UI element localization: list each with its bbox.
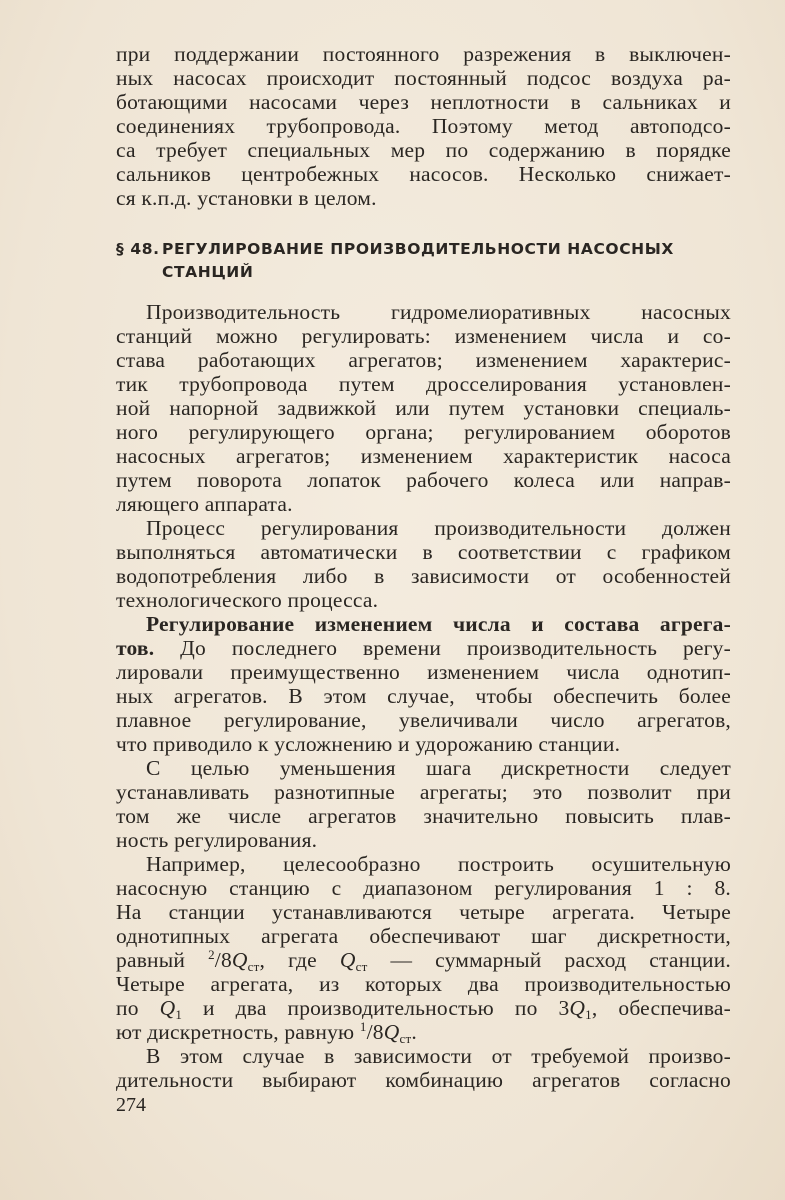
text-line: плавное регулирование, увеличивали число агрегатов, [116, 708, 731, 732]
text-line: ботающими насосами через неплотности в сальниках и [116, 90, 731, 114]
text-line: сальников центробежных насосов. Несколько снижает- [116, 162, 731, 186]
text-line: са требует специальных мер по содержанию в порядке [116, 138, 731, 162]
text-line: устанавливать разнотипные агрегаты; это позволит при [116, 780, 731, 804]
text-run: — суммарный расход станции. [367, 948, 731, 972]
text-line: однотипных агрегата обеспечивают шаг дискретности, [116, 924, 731, 948]
subscript: ст [247, 959, 260, 974]
text-line: водопотребления либо в зависимости от особенностей [116, 564, 731, 588]
fraction-numerator: 2 [208, 947, 215, 962]
subscript: 1 [585, 1007, 592, 1022]
text-line: ность регулирования. [116, 828, 318, 852]
text-line: На станции устанавливаются четыре агрегата. Четыре [116, 900, 731, 924]
text-line: ляющего аппарата. [116, 492, 293, 516]
fraction-numerator: 1 [359, 1019, 367, 1034]
run-in-heading-end: тов. [116, 636, 155, 660]
flow-symbol: Q [231, 948, 248, 972]
text-line: Производительность гидромелиоративных насосных [146, 300, 731, 324]
section-title-line2: СТАНЦИЙ [162, 263, 254, 281]
text-line [116, 948, 731, 972]
text-run: и два производительностью по 3 [182, 996, 570, 1020]
text-line: дительности выбирают комбинацию агрегатов согласно [116, 1068, 731, 1092]
flow-symbol: Q [339, 948, 356, 972]
text-line: Процесс регулирования производительности должен [146, 516, 731, 540]
text-line: путем поворота лопаток рабочего колеса или направ- [116, 468, 731, 492]
text-line: ного регулирующего органа; регулированием оборотов [116, 420, 731, 444]
section-title-line1: РЕГУЛИРОВАНИЕ ПРОИЗВОДИТЕЛЬНОСТИ НАСОСНЫХ [162, 240, 674, 258]
page-number: 274 [116, 1094, 146, 1116]
section-number: § 48. [116, 240, 160, 258]
text-line: технологического процесса. [116, 588, 379, 612]
text-run: по [116, 996, 160, 1020]
fraction-denominator: /8 [214, 948, 232, 972]
text-line: ной напорной задвижкой или путем установки специаль- [116, 396, 731, 420]
text-line [116, 636, 731, 660]
text-run: . [411, 1020, 417, 1044]
text-line: Например, целесообразно построить осушительную [146, 852, 731, 876]
text-line: насосных агрегатов; изменением характеристик насоса [116, 444, 731, 468]
text-run: , где [259, 948, 340, 972]
text-line: ных насосах происходит постоянный подсос воздуха ра- [116, 66, 731, 90]
text-line: что приводило к усложнению и удорожанию станции. [116, 732, 621, 756]
text-line: том же числе агрегатов значительно повысить плав- [116, 804, 731, 828]
text-run: ют дискретность, равную [116, 1020, 360, 1044]
subscript: ст [399, 1031, 412, 1046]
flow-symbol: Q [569, 996, 586, 1020]
text-run: До последнего времени производительность регу- [154, 636, 731, 660]
subscript: ст [355, 959, 368, 974]
text-line: С целью уменьшения шага дискретности следует [146, 756, 731, 780]
subscript: 1 [175, 1007, 183, 1022]
text-run: , обеспечива- [591, 996, 731, 1020]
text-line: ных агрегатов. В этом случае, чтобы обеспечить более [116, 684, 731, 708]
flow-symbol: Q [159, 996, 176, 1020]
flow-symbol: Q [383, 1020, 400, 1044]
fraction-denominator: /8 [366, 1020, 384, 1044]
text-line: Четыре агрегата, из которых два производительностью [116, 972, 731, 996]
text-line: соединениях трубопровода. Поэтому метод автоподсо- [116, 114, 731, 138]
text-line: станций можно регулировать: изменением числа и со- [116, 324, 731, 348]
text-line: ся к.п.д. установки в целом. [116, 186, 377, 210]
text-line: выполняться автоматически в соответствии с графиком [116, 540, 731, 564]
text-line: насосную станцию с диапазоном регулирования 1 : 8. [116, 876, 731, 900]
text-line: лировали преимущественно изменением числа однотип- [116, 660, 731, 684]
text-line: тик трубопровода путем дросселирования установлен- [116, 372, 731, 396]
text-line: става работающих агрегатов; изменением характерис- [116, 348, 731, 372]
text-line [116, 1020, 731, 1044]
text-line [116, 996, 731, 1020]
text-run: равный [116, 948, 209, 972]
text-line: при поддержании постоянного разрежения в выключен- [116, 42, 731, 66]
run-in-heading: Регулирование изменением числа и состава агрега- [146, 612, 731, 636]
text-line: В этом случае в зависимости от требуемой произво- [146, 1044, 731, 1068]
